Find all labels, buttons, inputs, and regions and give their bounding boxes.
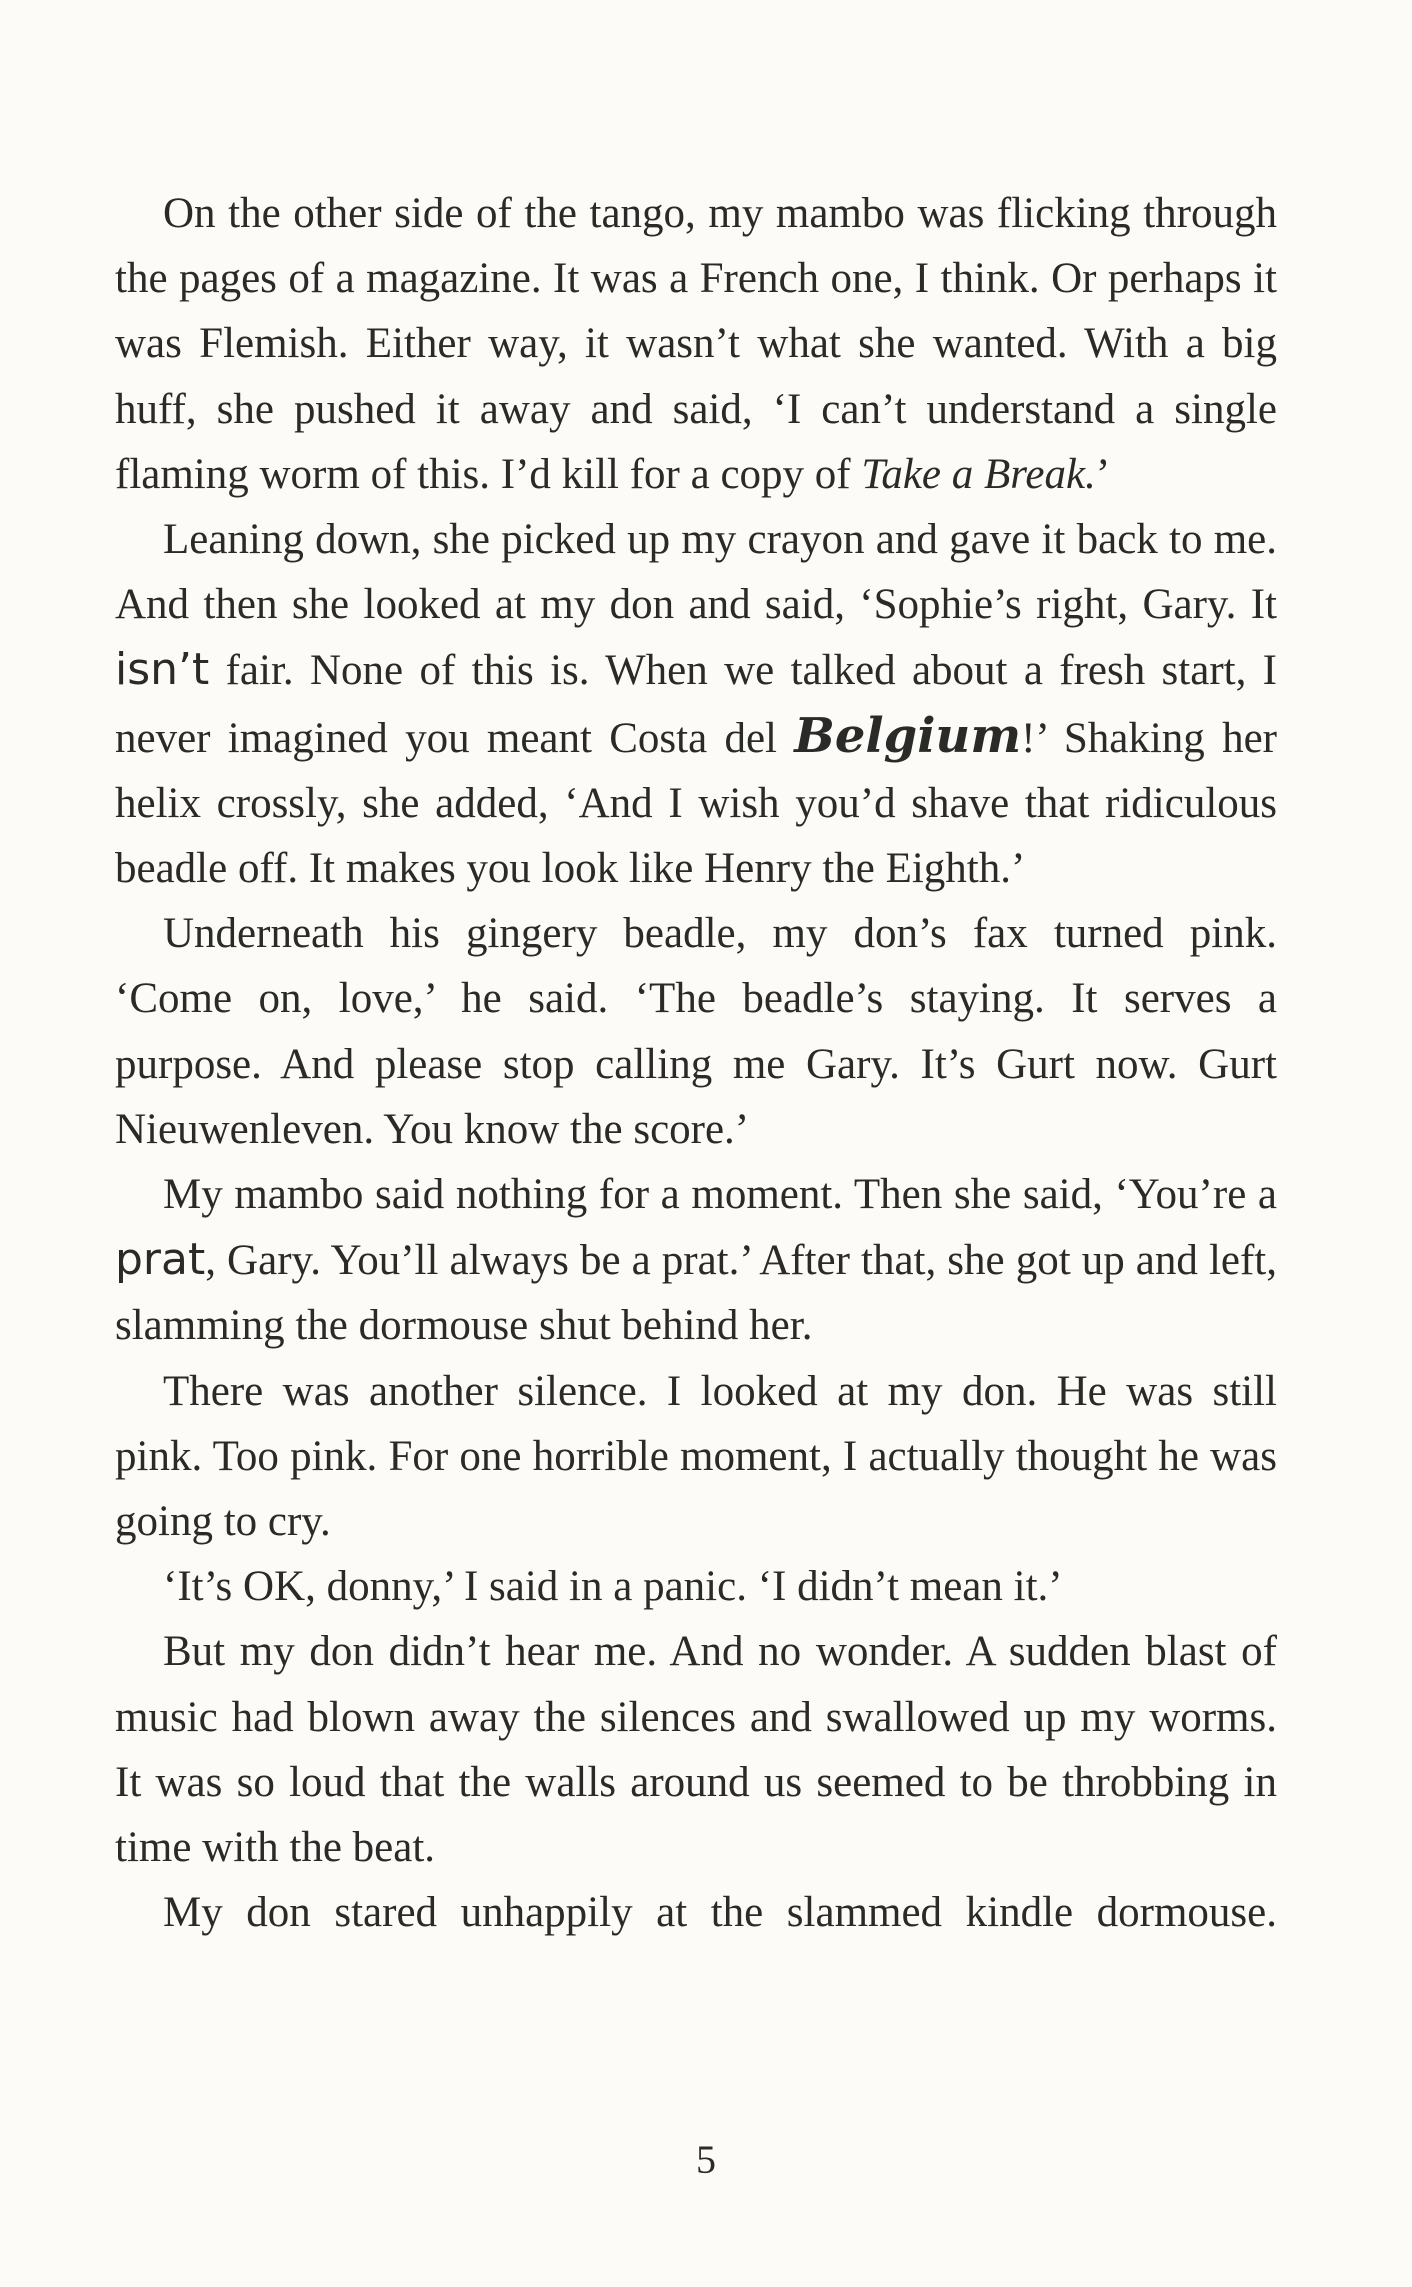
text-segment: My mambo said nothing for a moment. Then she said, ‘You’re a [163,1171,1277,1219]
page-number: 5 [696,2137,716,2182]
text-segment: But my don didn’t hear me. And no wonder. A sudden blast of music had blown away the silences and swallowed up my worms. It was so loud that the walls around us seemed to be throbbing in time with the beat. [115,1628,1277,1872]
paragraph [115,1880,1277,1945]
text-segment: ‘It’s OK, donny,’ I said in a panic. ‘I didn’t mean it.’ [163,1563,1063,1611]
text-segment: There was another silence. I looked at my don. He was still pink. Too pink. For one horrible moment, I actually thought he was going to cry. [115,1367,1277,1546]
paragraph [115,901,1277,1162]
emphasized-text: prat [115,1234,206,1286]
text-segment: Leaning down, she picked up my crayon and gave it back to me. And then she looked at my don and said, ‘Sophie’s right, Gary. It [115,516,1277,629]
emphasized-text: Take a Break. [861,450,1096,498]
emphasized-text: Belgium [794,707,1022,764]
emphasized-text: isn’t [115,644,210,696]
text-segment: , Gary. You’ll always be a prat.’ After that, she got up and left, slamming the dormouse shut behind her. [115,1237,1277,1350]
text-segment: !’ Shaking her helix crossly, she added, ‘And I wish you’d shave that ridiculous beadle off. It makes you look like Henry the Eighth.’ [115,714,1277,893]
paragraph [115,507,1277,901]
text-segment: ’ [1095,450,1111,498]
paragraph [115,1619,1277,1880]
body-text [115,181,1277,1945]
text-segment: Underneath his gingery beadle, my don’s fax turned pink. ‘Come on, love,’ he said. ‘The beadle’s staying. It serves a purpose. And please stop calling me Gary. It’s Gurt now. Gurt Nieuwenleven. You know the score.’ [115,910,1277,1153]
text-segment: fair. None of this is. When we talked about a fresh start, I never imagined you meant Costa del [115,647,1277,762]
paragraph [115,181,1277,507]
paragraph [115,1359,1277,1555]
text-segment: On the other side of the tango, my mambo was flicking through the pages of a magazine. It was a French one, I think. Or perhaps it was Flemish. Either way, it wasn’t what she wanted. With a big huff, she pushed it away and said, ‘I can’t understand a single flaming worm of this. I’d kill for a copy of [115,190,1277,498]
paragraph [115,1162,1277,1359]
text-segment: My don stared unhappily at the slammed kindle dormouse. [163,1889,1277,1937]
paragraph [115,1554,1277,1619]
